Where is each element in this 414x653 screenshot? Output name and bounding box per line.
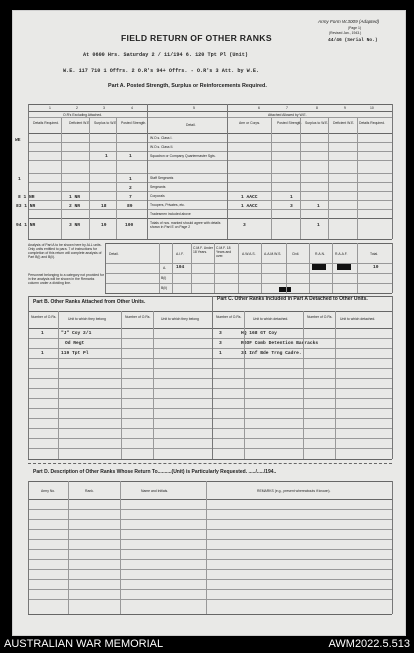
part-a-title: Part A. Posted Strength, Surplus or Reinforcements Required. <box>108 83 267 89</box>
part-c-row3-unit: 34 Inf Bde Trng Cadre. <box>241 351 302 356</box>
cell-total-att-arm: 3 <box>243 223 246 228</box>
cell-total-required: 94 1 NR <box>16 223 36 228</box>
cell-r6-arm: 1 AACC <box>241 195 258 200</box>
form-title: FIELD RETURN OF OTHER RANKS <box>121 33 272 43</box>
col-head-att-posted: Posted Strength. <box>277 121 303 125</box>
col-head-detail: Detail. <box>186 123 196 127</box>
part-c-row1-unit: HQ 168 GT Coy <box>241 331 277 336</box>
part-b-row3-unit: 119 Tpt Pl <box>61 351 89 356</box>
col-number-3: 3 <box>103 106 105 110</box>
group-excluding-attached: O.R's Excluding Attached. <box>63 112 103 117</box>
cell-r7-required: 83 1 NR <box>16 204 36 209</box>
header-we-strength: W.E. 117 710 1 Offrs. 2 O.R's 94+ Offrs. - O.R's 3 Att. by W.E. <box>63 68 260 74</box>
part-c-head-unit-2: Unit to which detached. <box>340 317 376 321</box>
redaction-block <box>312 264 326 270</box>
part-c-head-unit: Unit to which detached. <box>253 317 289 321</box>
col-number-6: 6 <box>258 106 260 110</box>
part-d-head-name: Name and Initials. <box>141 489 169 493</box>
col-number-7: 7 <box>286 106 288 110</box>
col-number-1: 1 <box>49 106 51 110</box>
col-number-8: 8 <box>316 106 318 110</box>
analysis-head-raaf: R.A.A.F. <box>335 252 348 256</box>
cell-r2-posted: 1 <box>129 154 132 159</box>
personnel-note: Personnel belonging to a category not provided for in the analysis will be shown in the Remarks column under a dividing line. <box>28 273 104 285</box>
form-ref-line2: (Page 1) <box>348 26 362 30</box>
cell-r5-posted: 2 <box>129 186 132 191</box>
col-head-surplus: Surplus to W.E. <box>94 121 118 125</box>
analysis-head-cmf-over18: C.M.F. 18 Years and over. <box>216 246 232 258</box>
row-label-wo-class-2: W.O.s. Class II. <box>150 145 174 149</box>
part-b-row2-unit: Od Regt <box>65 341 85 346</box>
analysis-total-value: 10 <box>373 265 379 270</box>
archive-footer <box>0 634 414 653</box>
row-label-sergeants: Sergeants <box>150 185 166 189</box>
cell-total-surplus: 19 <box>101 223 107 228</box>
part-d-title: Part D. Description of Other Ranks Whose Return To..........(Unit) is Particularly Requested. ...../...../194.. <box>33 469 277 475</box>
part-b-title: Part B. Other Ranks Attached from Other Units. <box>33 299 146 305</box>
cell-r7-att-posted: 3 <box>290 204 293 209</box>
col-head-details-required: Details Required. <box>33 121 60 125</box>
col-number-4: 4 <box>131 106 133 110</box>
analysis-row-b2: B(ii) <box>161 286 168 290</box>
cell-r7-arm: 1 AACC <box>241 204 258 209</box>
cell-total-deficient: 3 NR <box>69 223 81 228</box>
cell-r6-att-posted: 1 <box>290 195 293 200</box>
col-head-posted: Posted Strength. <box>121 121 147 125</box>
cell-r7-surplus: 18 <box>101 204 107 209</box>
cell-r7-posted: 89 <box>127 204 133 209</box>
part-b-head-num-2: Number of O.Rs. <box>125 315 151 319</box>
analysis-head-aif: A.I.F. <box>176 252 184 256</box>
cell-r7-att-surplus: 1 <box>317 204 320 209</box>
part-c-head-num-2: Number of O.Rs. <box>307 315 333 319</box>
group-attached-allowed: Attached Allowed by W.E. <box>268 112 307 117</box>
footer-catalogue-number: AWM2022.5.513 <box>328 638 410 650</box>
row-label-cqms: Squadron or Company Quartermaster Sgts. <box>150 154 216 158</box>
col-head-arm-corps: Arm or Corps. <box>239 121 261 125</box>
col-head-att-surplus: Surplus to W.E. <box>305 121 329 125</box>
part-b-row1-unit: "J" Coy 2/1 <box>61 331 92 336</box>
analysis-row-b1: B(i) <box>161 276 167 280</box>
row-label-staff-sergeants: Staff Sergeants <box>150 176 174 180</box>
part-b-row1-num: 1 <box>41 331 44 336</box>
cell-r2-surplus: 1 <box>105 154 108 159</box>
analysis-head-civil: Civil. <box>292 252 300 256</box>
col-head-att-required: Details Required. <box>359 121 386 125</box>
footer-institution: AUSTRALIAN WAR MEMORIAL <box>4 638 164 650</box>
header-date-unit: At 0600 Hrs. Saturday 2 / 11/194 6. 120 Tpt Pl (Unit) <box>83 52 248 58</box>
part-c-head-num: Number of O.Rs. <box>216 315 242 319</box>
analysis-row-a: A. <box>163 266 167 270</box>
analysis-head-ran: R.A.N. <box>315 252 325 256</box>
part-d-head-army-no: Army No. <box>41 489 56 493</box>
part-c-row2-num: 3 <box>219 341 222 346</box>
analysis-head-aamws: A.A.M.W.S. <box>264 252 282 256</box>
analysis-aif-value: 104 <box>176 265 185 270</box>
cell-r4-required: 1 <box>18 177 21 182</box>
part-c-title: Part C. Other Ranks Included in Part A Detached to Other Units. <box>217 296 368 302</box>
col-head-deficient: Deficient W.E. <box>69 121 91 125</box>
part-c-row3-num: 1 <box>219 351 222 356</box>
part-d-head-rank: Rank. <box>85 489 94 493</box>
col-number-5: 5 <box>193 106 195 110</box>
form-ref-line1: Army Form W.3009 (Adapted) <box>318 19 380 24</box>
row-label-wo-class-1: W.O.s. Class I. <box>150 136 173 140</box>
form-ref-line3: (Revised Jan., 1943.) <box>329 31 362 35</box>
redaction-block <box>279 287 291 292</box>
row-label-troopers: Troopers, Privates, etc. <box>150 203 185 207</box>
part-b-head-num: Number of O.Rs. <box>31 315 57 319</box>
col-number-2: 2 <box>76 106 78 110</box>
redaction-block <box>337 264 351 270</box>
part-b-head-unit-2: Unit to which they belong <box>161 317 199 321</box>
form-page <box>12 10 406 636</box>
cell-total-att-surplus: 1 <box>317 223 320 228</box>
part-c-row2-unit: RGOF Comb Detention Barracks <box>241 341 319 346</box>
cell-r6-required: 8 1 NR <box>18 195 35 200</box>
row-label-totals: Totals of nos. marked should agree with details shown in Part E on Page 2 <box>150 221 221 230</box>
analysis-note: Analysis of Part A to be shown here by ALL units. Only units entitled to para. 7 of instructions for completion of this return will complete analysis of Part B(i) and B(ii). <box>28 243 102 259</box>
analysis-head-detail: Detail. <box>109 252 119 256</box>
col-number-9: 9 <box>344 106 346 110</box>
part-b-row3-num: 1 <box>41 351 44 356</box>
cell-r7-deficient: 2 NR <box>69 204 81 209</box>
part-b-head-unit: Unit to which they belong <box>68 317 106 321</box>
part-c-row1-num: 3 <box>219 331 222 336</box>
serial-number: 44/46 (Serial No.) <box>328 38 378 43</box>
cell-r6-deficient: 1 NR <box>69 195 81 200</box>
row-label-corporals: Corporals <box>150 194 165 198</box>
cell-total-posted: 100 <box>125 223 134 228</box>
we-marker: WE <box>15 138 21 143</box>
cell-r4-posted: 1 <box>129 177 132 182</box>
col-head-att-deficient: Deficient W.E. <box>333 121 355 125</box>
analysis-head-cmf-under18: C.M.F. Under 18 Years. <box>193 246 213 254</box>
analysis-head-total: Total. <box>370 252 379 256</box>
analysis-head-awas: A.W.A.S. <box>242 252 256 256</box>
row-label-tradesmen: Tradesmen included above <box>150 212 191 216</box>
col-number-10: 10 <box>370 106 374 110</box>
cell-r6-posted: 7 <box>129 195 132 200</box>
part-d-head-remarks: REMARKS (e.g., present whereabouts if known). <box>257 489 331 493</box>
